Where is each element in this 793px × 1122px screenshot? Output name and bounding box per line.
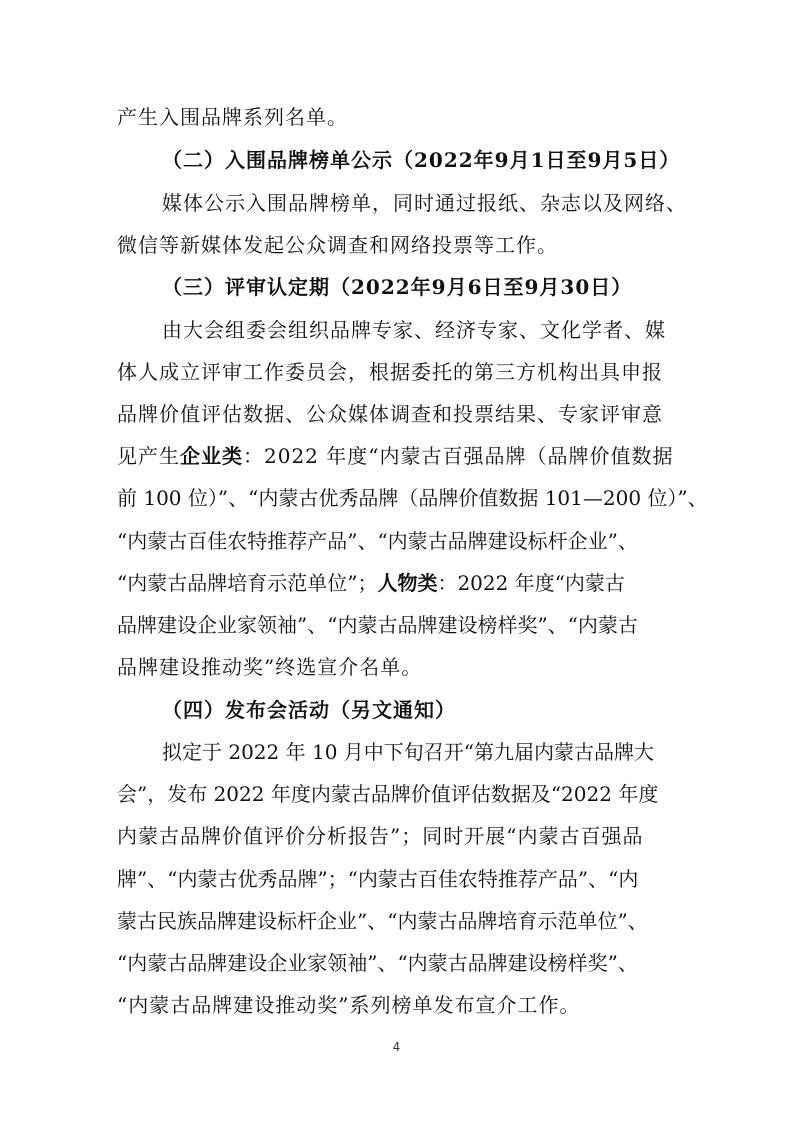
paragraph-line: 前 100 位）”、“内蒙古优秀品牌（品牌价值数据 101—200 位）”、: [117, 486, 708, 510]
paragraph-line: 蒙古民族品牌建设标杆企业”、“内蒙古品牌培育示范单位”、: [117, 909, 648, 933]
paragraph-line: 会”，发布 2022 年度内蒙古品牌价值评估数据及“2022 年度: [117, 782, 659, 806]
inline-text: ：2022 年度“内蒙古: [437, 571, 625, 595]
inline-text: 见产生: [117, 444, 180, 468]
paragraph-line: 媒体公示入围品牌榜单，同时通过报纸、杂志以及网络、: [162, 191, 687, 215]
paragraph-line: 品牌价值评估数据、公众媒体调查和投票结果、专家评审意: [117, 402, 663, 426]
paragraph-line: 产生入围品牌系列名单。: [117, 105, 348, 129]
paragraph-line: “内蒙古品牌建设企业家领袖”、“内蒙古品牌建设榜样奖”、: [117, 951, 638, 975]
paragraph-line: 拟定于 2022 年 10 月中下旬召开“第九届内蒙古品牌大: [162, 740, 655, 764]
paragraph-line: 由大会组委会组织品牌专家、经济专家、文化学者、媒: [162, 318, 666, 342]
section-heading: （二）入围品牌榜单公示（2022年9月1日至9月5日）: [162, 148, 681, 172]
paragraph-line: “内蒙古百佳农特推荐产品”、“内蒙古品牌建设标杆企业”、: [117, 529, 638, 553]
paragraph-line: 品牌建设推动奖”终选宣介名单。: [117, 655, 423, 679]
category-label-enterprise: 企业类: [180, 444, 243, 468]
section-heading: （三）评审认定期（2022年9月6日至9月30日）: [162, 275, 633, 299]
paragraph-line: 内蒙古品牌价值评价分析报告”；同时开展“内蒙古百强品: [117, 824, 644, 848]
paragraph-line: 微信等新媒体发起公众调查和网络投票等工作。: [117, 233, 558, 257]
paragraph-line: 品牌建设企业家领袖”、“内蒙古品牌建设榜样奖”、“内蒙古: [117, 613, 638, 637]
category-label-people: 人物类: [377, 571, 438, 595]
section-heading: （四）发布会活动（另文通知）: [162, 698, 456, 722]
paragraph-line: 体人成立评审工作委员会，根据委托的第三方机构出具申报: [117, 360, 663, 384]
paragraph-line: “内蒙古品牌建设推动奖”系列榜单发布宣介工作。: [117, 993, 581, 1017]
inline-text: ：2022 年度“内蒙古百强品牌（品牌价值数据: [243, 444, 674, 468]
paragraph-line: 牌”、“内蒙古优秀品牌”；“内蒙古百佳农特推荐产品”、“内: [117, 867, 639, 891]
page-number: 4: [392, 1040, 401, 1054]
inline-text: “内蒙古品牌培育示范单位”；: [117, 571, 378, 595]
paragraph-line: [117, 443, 673, 469]
paragraph-line: [117, 570, 625, 596]
